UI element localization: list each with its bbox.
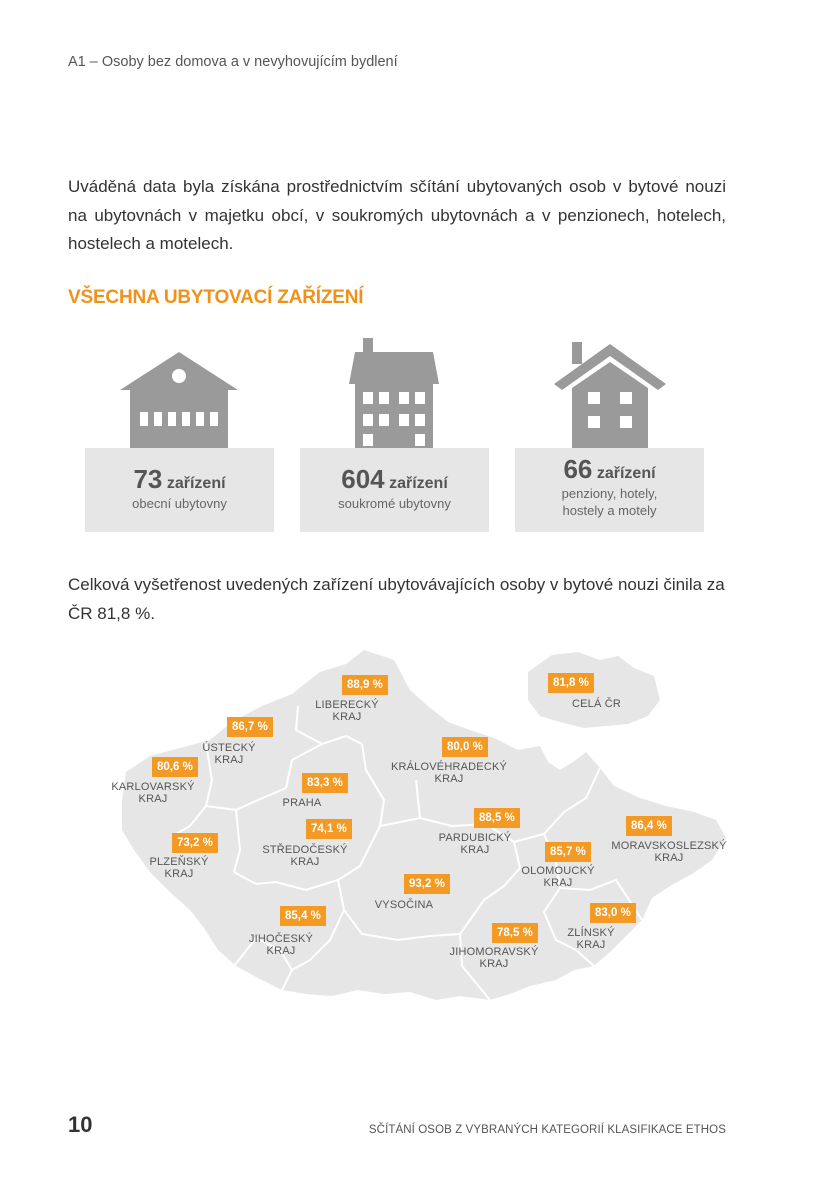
label-plzensky xyxy=(146,856,212,880)
label-moravskoslezsky xyxy=(610,840,728,864)
municipal-house-icon xyxy=(120,352,238,450)
page-number: 10 xyxy=(68,1112,93,1137)
badge-cr: 81,8 % xyxy=(548,673,594,693)
label-line-1: PARDUBICKÝ xyxy=(438,832,512,844)
badge-moravskoslezsky: 86,4 % xyxy=(626,816,672,836)
label-jihomoravsky xyxy=(446,946,542,970)
intro-paragraph: Uváděná data byla získána prostřednictvím sčítání ubytovaných osob v bytové nouzi na ubytovnách v majetku obcí, v soukromých ubytovnách a v penzionech, hotelech, hostelech a motelech. xyxy=(68,177,726,253)
label-line-1: MORAVSKOSLEZSKÝ xyxy=(611,840,727,852)
badge-kralovehradecky: 80,0 % xyxy=(442,737,488,757)
label-line-1: PLZEŇSKÝ xyxy=(149,856,209,868)
running-footer: SČÍTÁNÍ OSOB Z VYBRANÝCH KATEGORIÍ KLASIFIKACE ETHOS xyxy=(368,1124,726,1136)
label-cr: CELÁ ČR xyxy=(572,698,622,710)
card-unit: zařízení xyxy=(166,475,226,492)
label-pardubicky xyxy=(434,832,516,856)
badge-pardubicky: 88,5 % xyxy=(474,808,520,828)
badge-karlovarsky: 80,6 % xyxy=(152,757,198,777)
label-ustecky xyxy=(196,742,262,766)
badge-vysocina: 93,2 % xyxy=(404,874,450,894)
badge-jihomoravsky: 78,5 % xyxy=(492,923,538,943)
section-title: VŠECHNA UBYTOVACÍ ZAŘÍZENÍ xyxy=(68,287,364,308)
czech-regions-map xyxy=(0,640,839,1020)
label-zlinsky xyxy=(560,927,622,951)
badge-jihocesky: 85,4 % xyxy=(280,906,326,926)
label-vysocina: VYSOČINA xyxy=(374,899,434,911)
badge-olomoucky: 85,7 % xyxy=(545,842,591,862)
label-line-2: KRAJ xyxy=(654,852,684,864)
label-stredocesky xyxy=(258,844,352,868)
card-count: 73 xyxy=(133,464,163,494)
label-praha: PRAHA xyxy=(282,797,322,809)
label-line-2: KRAJ xyxy=(479,958,509,970)
label-line-1: JIHOMORAVSKÝ xyxy=(449,946,539,958)
label-line-1: STŘEDOČESKÝ xyxy=(262,844,348,856)
label-liberecky xyxy=(314,699,380,723)
badge-stredocesky: 74,1 % xyxy=(306,819,352,839)
label-line-2: KRAJ xyxy=(214,754,244,766)
label-line-2: KRAJ xyxy=(290,856,320,868)
label-olomoucky xyxy=(516,865,600,889)
card-sub-2: hostely a motely xyxy=(562,503,657,518)
card-count: 604 xyxy=(341,464,385,494)
card-count: 66 xyxy=(563,454,593,484)
label-kralovehradecky xyxy=(390,761,508,785)
badge-zlinsky: 83,0 % xyxy=(590,903,636,923)
running-header: A1 – Osoby bez domova a v nevyhovujícím bydlení xyxy=(68,54,398,70)
label-line-2: KRAJ xyxy=(266,945,296,957)
label-line-1: ÚSTECKÝ xyxy=(202,742,256,754)
badge-liberecky: 88,9 % xyxy=(342,675,388,695)
badge-praha: 83,3 % xyxy=(302,773,348,793)
summary-paragraph: Celková vyšetřenost uvedených zařízení ubytovávajících osoby v bytové nouzi činila za ČR 81,8 %. xyxy=(68,575,725,623)
card-sub: soukromé ubytovny xyxy=(338,496,451,511)
card-private xyxy=(300,448,489,532)
label-line-1: JIHOČESKÝ xyxy=(248,933,314,945)
label-line-2: KRAJ xyxy=(332,711,362,723)
label-line-1: KRÁLOVÉHRADECKÝ xyxy=(390,761,508,773)
label-line-1: KARLOVARSKÝ xyxy=(111,781,195,793)
card-sub: penziony, hotely, xyxy=(561,486,658,501)
label-line-1: LIBERECKÝ xyxy=(315,699,379,711)
label-line-2: KRAJ xyxy=(460,844,490,856)
badge-ustecky: 86,7 % xyxy=(227,717,273,737)
badge-plzensky: 73,2 % xyxy=(172,833,218,853)
card-hotels xyxy=(515,448,704,532)
label-line-2: KRAJ xyxy=(543,877,573,889)
label-karlovarsky xyxy=(110,781,196,805)
label-line-2: KRAJ xyxy=(576,939,606,951)
private-building-icon xyxy=(349,338,439,450)
label-line-2: KRAJ xyxy=(138,793,168,805)
label-line-2: KRAJ xyxy=(164,868,194,880)
label-line-2: KRAJ xyxy=(434,773,464,785)
card-unit: zařízení xyxy=(596,465,656,482)
card-municipal xyxy=(85,448,274,532)
label-jihocesky xyxy=(244,933,318,957)
card-unit: zařízení xyxy=(389,475,448,492)
card-sub: obecní ubytovny xyxy=(132,496,227,511)
label-line-1: OLOMOUCKÝ xyxy=(521,865,595,877)
label-line-1: ZLÍNSKÝ xyxy=(567,927,615,939)
hotel-house-icon xyxy=(554,340,666,450)
